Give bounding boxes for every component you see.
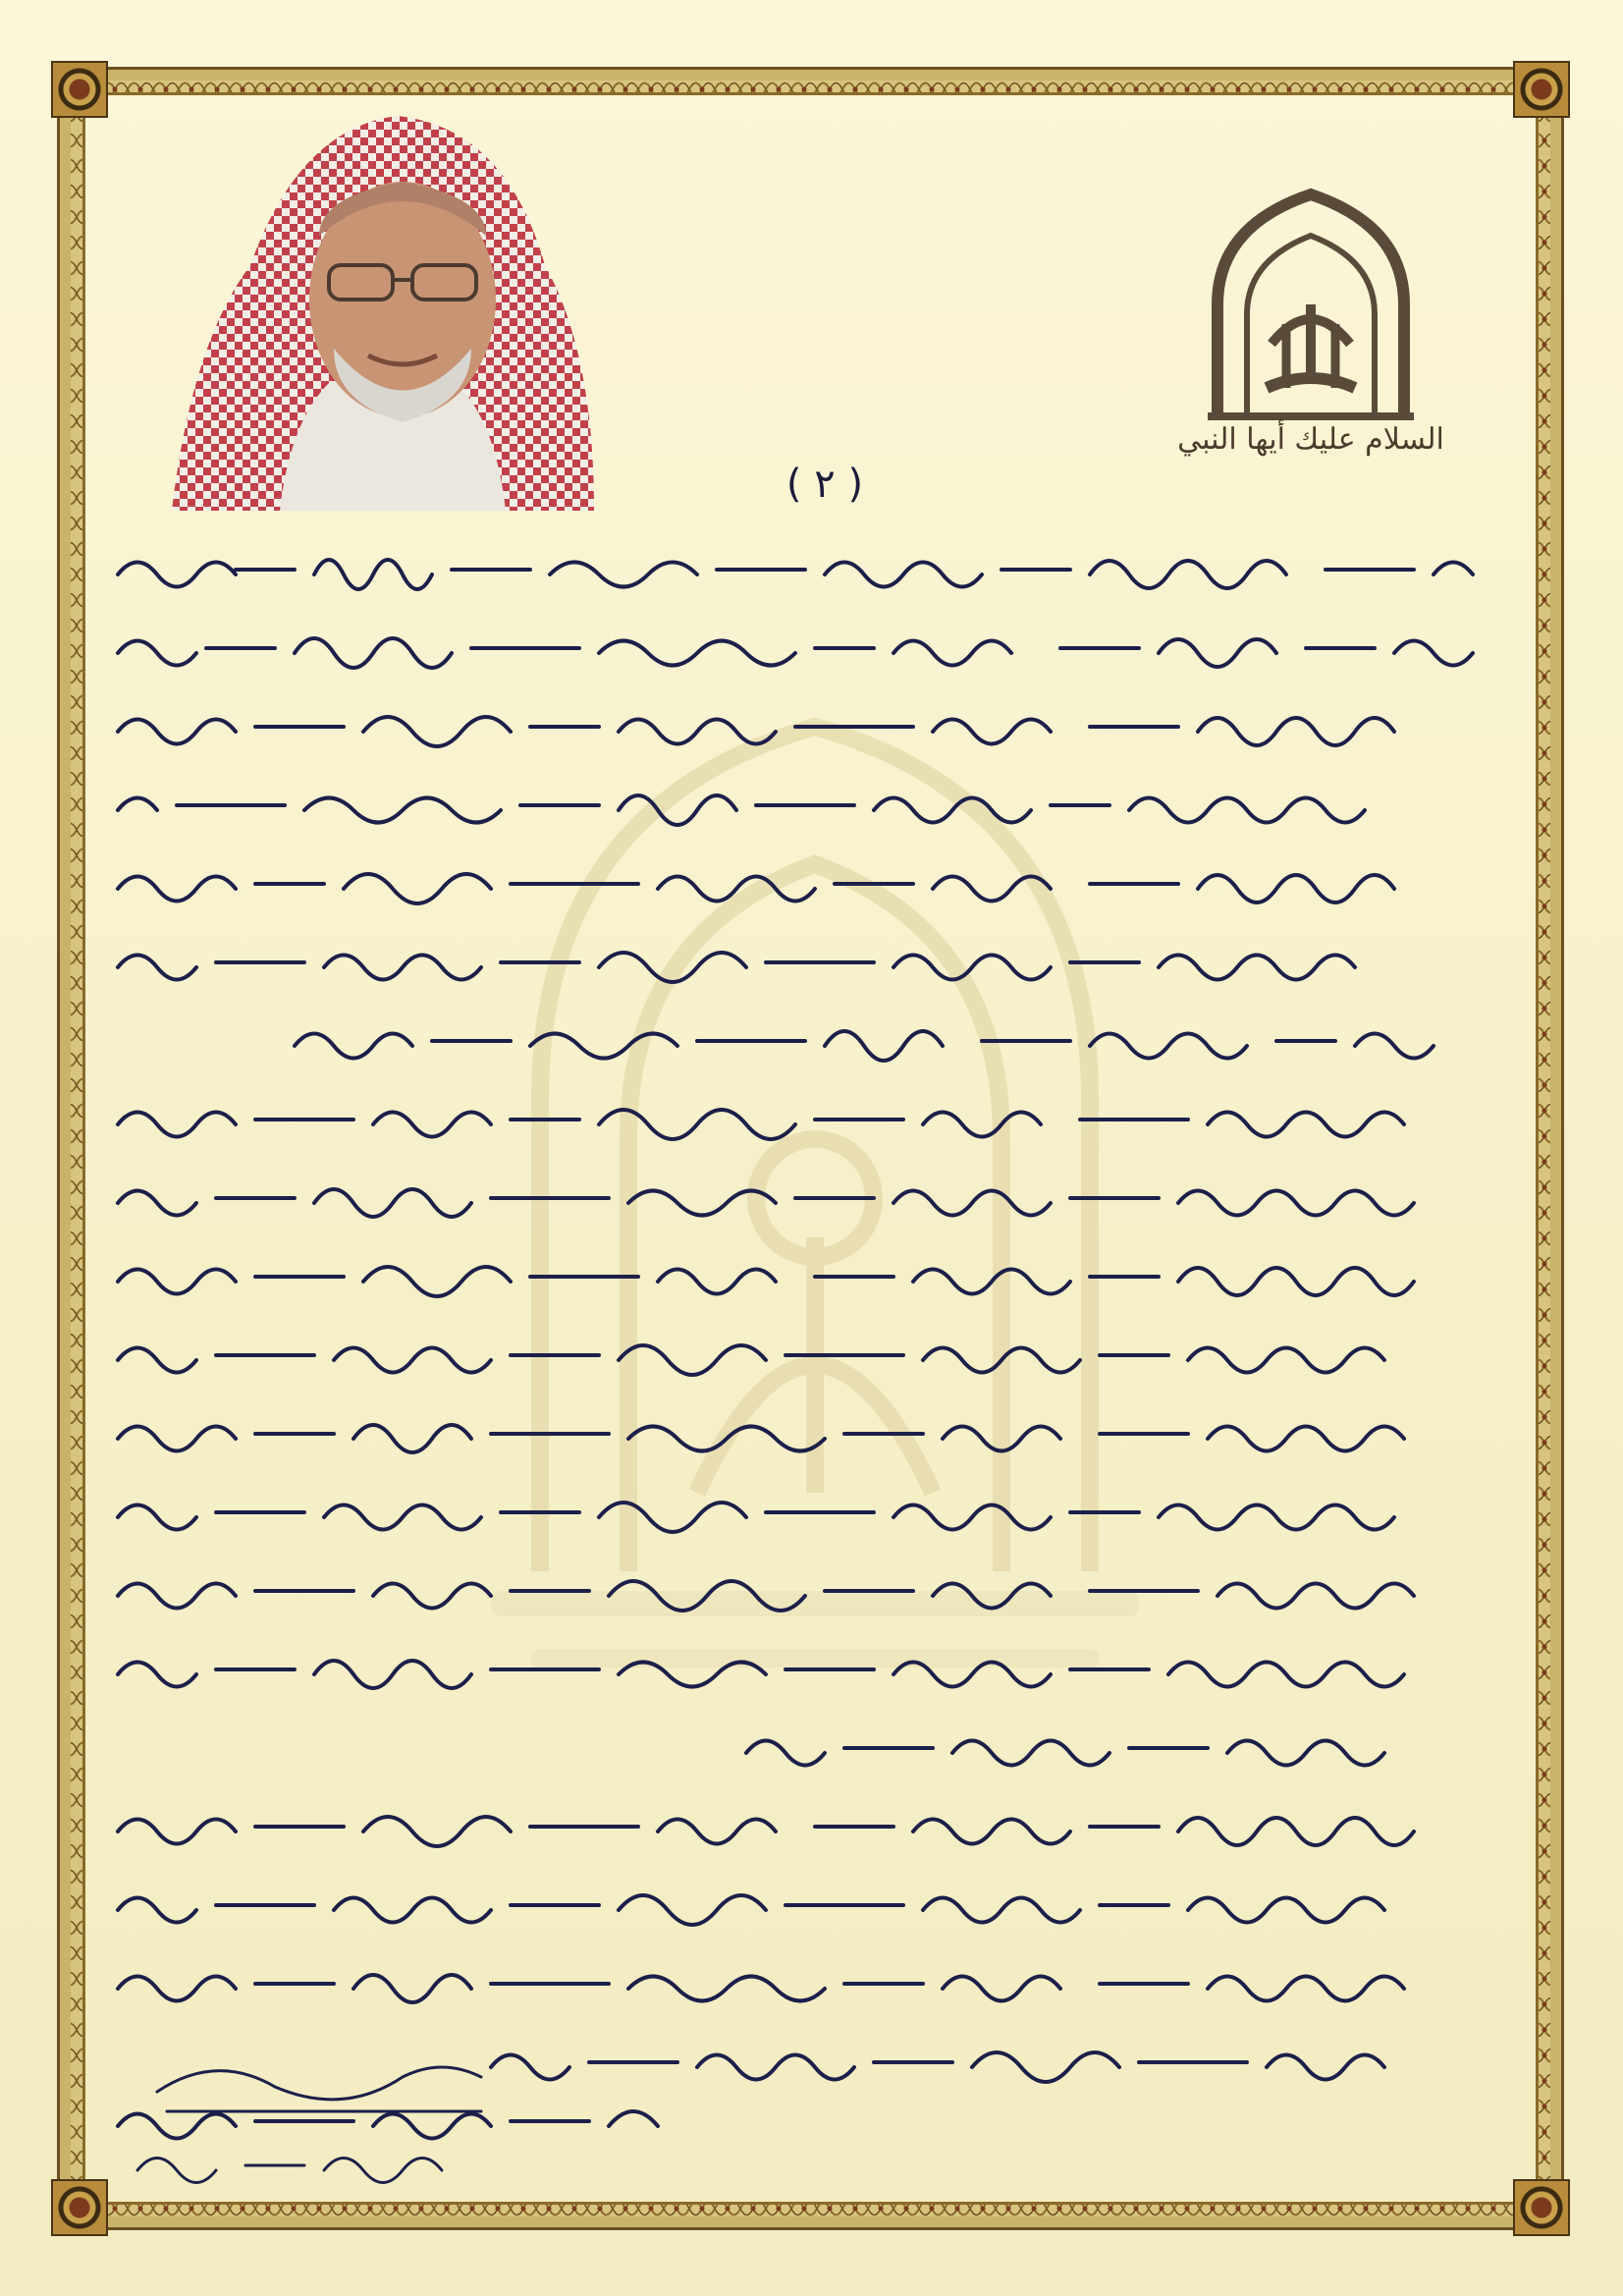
handwritten-letter-body: [98, 530, 1532, 2200]
page-number: ( ٢ ): [785, 462, 864, 507]
corner-ornament-icon: [1513, 61, 1570, 118]
portrait-photo-icon: [133, 98, 619, 511]
logo-caption: السلام عليك أيها النبي: [1177, 422, 1444, 457]
corner-ornament-icon: [51, 61, 108, 118]
